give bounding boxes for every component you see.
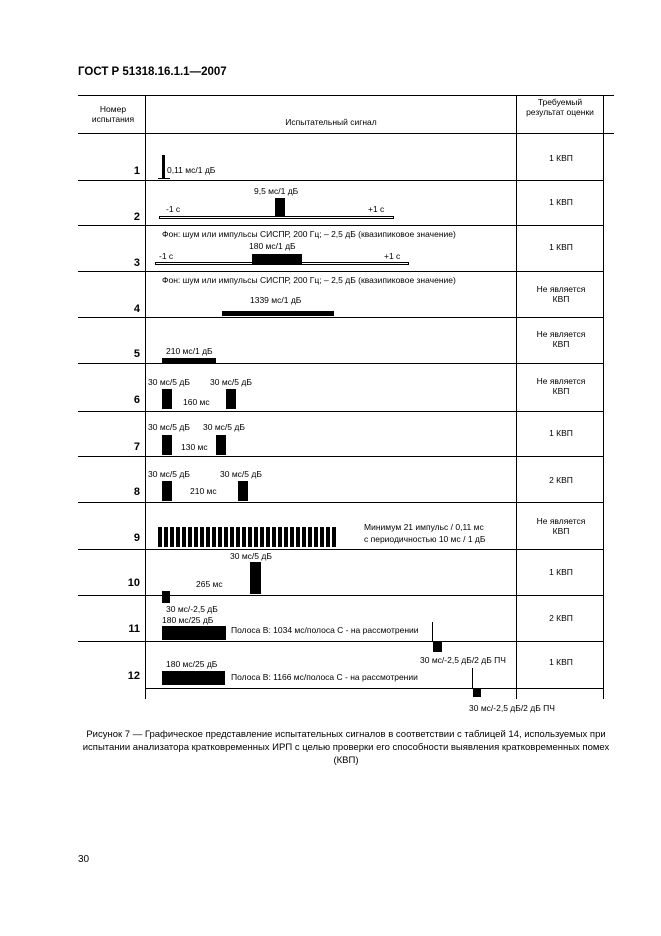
row-number: 10 (127, 577, 140, 589)
signal-label: 180 мс/1 дБ (249, 241, 296, 251)
pulse-train (158, 527, 338, 547)
signal-label: 265 мс (196, 579, 223, 589)
signal-label: 30 мс/-2,5 дБ/2 дБ ПЧ (420, 655, 506, 665)
signal-label: 30 мс/5 дБ (148, 469, 190, 479)
row-number: 9 (133, 532, 140, 544)
pulse (162, 671, 225, 685)
page-header: ГОСТ Р 51318.16.1.1—2007 (78, 66, 227, 78)
signal-label: 30 мс/-2,5 дБ (166, 604, 218, 614)
row-number: 12 (127, 670, 140, 682)
row-result: 1 КВП (549, 242, 573, 252)
signal-label: Фон: шум или импульсы СИСПР, 200 Гц; – 2,5 дБ (квазипиковое значение) (162, 275, 456, 285)
pulse (226, 389, 236, 409)
row-result: Не является КВП (536, 329, 586, 349)
row-number: 4 (133, 303, 140, 315)
pulse (162, 595, 170, 603)
page-number: 30 (78, 854, 90, 865)
row-number: 6 (133, 394, 140, 406)
pulse (162, 481, 172, 501)
row-number: 2 (133, 211, 140, 223)
signal-label: 160 мс (183, 397, 210, 407)
pulse (216, 435, 226, 455)
time-window (155, 262, 409, 265)
row-result: 1 КВП (549, 153, 573, 163)
pulse (222, 311, 334, 316)
pulse (162, 435, 172, 455)
pulse (162, 358, 216, 363)
pulse (238, 481, 248, 501)
signal-label: +1 с (384, 251, 401, 261)
signal-label: 30 мс/-2,5 дБ/2 дБ ПЧ (469, 703, 555, 713)
signal-label: 30 мс/5 дБ (148, 377, 190, 387)
signal-label: 130 мс (181, 442, 208, 452)
signal-label: Минимум 21 импульс / 0,11 мс (364, 522, 484, 532)
pulse (433, 641, 442, 652)
header-col-result: Требуемый результат оценки (526, 97, 594, 117)
pulse (162, 626, 226, 640)
marker-line (432, 622, 433, 641)
signal-label: +1 с (368, 204, 385, 214)
header-col-num: Номер испытания (91, 104, 135, 124)
row-result: 1 КВП (549, 567, 573, 577)
signal-label: 0,11 мс/1 дБ (167, 165, 216, 175)
signal-label: 30 мс/5 дБ (148, 422, 190, 432)
signal-label: 210 мс (190, 486, 217, 496)
signal-label: 30 мс/5 дБ (220, 469, 262, 479)
row-result: Не является КВП (536, 516, 586, 536)
signal-label: Полоса В: 1034 мс/полоса С - на рассмотрении (231, 625, 419, 635)
baseline (158, 178, 170, 179)
row-number: 11 (128, 623, 140, 635)
pulse (473, 688, 481, 697)
row-number: 5 (133, 348, 140, 360)
row-result: 1 КВП (549, 197, 573, 207)
signal-label: 180 мс/25 дБ (166, 659, 218, 669)
row-number: 7 (133, 441, 140, 453)
row-result: 2 КВП (549, 475, 573, 485)
signal-label: 210 мс/1 дБ (166, 346, 213, 356)
signal-label: Фон: шум или импульсы СИСПР, 200 Гц; – 2,5 дБ (квазипиковое значение) (162, 229, 456, 239)
signal-label: -1 с (166, 204, 181, 214)
row-number: 8 (133, 486, 140, 498)
row-number: 1 (133, 165, 140, 177)
row-number: 3 (133, 257, 140, 269)
pulse (162, 389, 172, 409)
row-result: 1 КВП (549, 428, 573, 438)
header-col-signal: Испытательный сигнал (285, 117, 377, 127)
signal-label: 30 мс/5 дБ (203, 422, 245, 432)
signal-label: 180 мс/25 дБ (162, 615, 214, 625)
pulse (250, 562, 261, 594)
row-result: 1 КВП (549, 657, 573, 667)
time-window (159, 216, 394, 219)
signal-label: 1339 мс/1 дБ (250, 295, 302, 305)
signal-label: 9,5 мс/1 дБ (254, 186, 299, 196)
signal-label: -1 с (159, 251, 174, 261)
signal-label: 30 мс/5 дБ (210, 377, 252, 387)
pulse (162, 155, 165, 178)
marker-line (472, 668, 473, 688)
figure-caption: Рисунок 7 — Графическое представление испытательных сигналов в соответствии с таблицей 14, используемых при испытании анализатора кратковременных ИРП с целью проверки его способности выявления кратковременных помех (КВП) (82, 729, 610, 766)
row-result: 2 КВП (549, 613, 573, 623)
pulse (275, 198, 285, 216)
signal-label: с периодичностью 10 мс / 1 дБ (364, 534, 486, 544)
signal-label: Полоса В: 1166 мс/полоса С - на рассмотрении (231, 672, 418, 682)
row-result: Не является КВП (536, 376, 586, 396)
row-result: Не является КВП (536, 284, 586, 304)
signal-label: 30 мс/5 дБ (230, 551, 272, 561)
